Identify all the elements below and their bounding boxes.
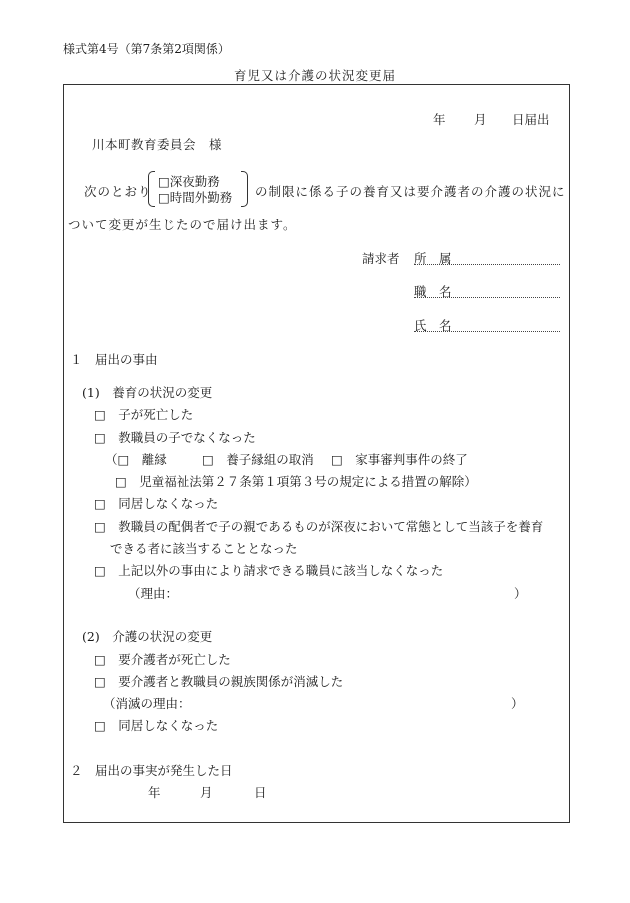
section2-heading: ２ 届出の事実が発生した日: [70, 763, 233, 778]
affiliation-label: 所 属: [414, 251, 452, 266]
item-family-court[interactable]: □ 家事審判事件の終了: [331, 452, 468, 467]
addressee: 川本町教育委員会 様: [92, 137, 223, 152]
name-field[interactable]: [414, 331, 560, 332]
relation-reason-close: ）: [511, 696, 524, 711]
item-other-reason[interactable]: □ 上記以外の事由により請求できる職員に該当しなくなった: [94, 563, 444, 578]
item-care-recipient-died[interactable]: □ 要介護者が死亡した: [94, 652, 231, 667]
affiliation-field[interactable]: [414, 264, 560, 265]
item-adoption-cancel[interactable]: □ 養子縁組の取消: [202, 452, 314, 467]
intro-line2: ついて変更が生じたので届け出ます。: [68, 217, 297, 232]
occurrence-month: 月: [200, 785, 213, 800]
date-day-submitted: 日届出: [512, 112, 550, 127]
sub1-heading: (1) 養育の状況の変更: [82, 385, 213, 400]
form-number: 様式第4号（第7条第2項関係）: [63, 42, 230, 56]
date-year: 年: [433, 112, 446, 127]
name-label: 氏 名: [414, 318, 452, 333]
intro-suffix: の制限に係る子の養育又は要介護者の介護の状況に: [255, 184, 566, 199]
position-label: 職 名: [414, 284, 452, 299]
applicant-label: 請求者: [362, 251, 400, 266]
item-spouse-line2: できる者に該当することとなった: [110, 541, 298, 556]
occurrence-day: 日: [254, 785, 267, 800]
item-spouse-line1[interactable]: □ 教職員の配偶者で子の親であるものが深夜において常態として当該子を養育: [94, 519, 544, 534]
relation-reason-label: （消滅の理由：: [103, 696, 191, 711]
option-overtime-work[interactable]: □時間外勤務: [158, 190, 233, 205]
item-not-child[interactable]: □ 教職員の子でなくなった: [94, 430, 256, 445]
item-child-died[interactable]: □ 子が死亡した: [94, 407, 194, 422]
position-field[interactable]: [414, 297, 560, 298]
item-relation-ended[interactable]: □ 要介護者と教職員の親族関係が消滅した: [94, 674, 344, 689]
item-dissolution[interactable]: （□ 離縁: [105, 452, 167, 467]
option-late-night-work[interactable]: □深夜勤務: [158, 174, 220, 189]
occurrence-year: 年: [148, 785, 161, 800]
intro-prefix: 次のとおり: [84, 184, 152, 199]
section1-heading: １ 届出の事由: [70, 352, 158, 367]
sub2-heading: (2) 介護の状況の変更: [82, 629, 213, 644]
date-month: 月: [474, 112, 487, 127]
item-no-cohabit-2[interactable]: □ 同居しなくなった: [94, 718, 219, 733]
item-no-cohabit-1[interactable]: □ 同居しなくなった: [94, 496, 219, 511]
bracket-left: [148, 171, 155, 207]
bracket-right: [241, 171, 248, 207]
item-child-welfare[interactable]: □ 児童福祉法第２７条第１項第３号の規定による措置の解除）: [115, 474, 477, 489]
reason-close: ）: [514, 586, 527, 601]
reason-label: （理由：: [128, 586, 179, 601]
document-title: 育児又は介護の状況変更届: [233, 68, 396, 83]
